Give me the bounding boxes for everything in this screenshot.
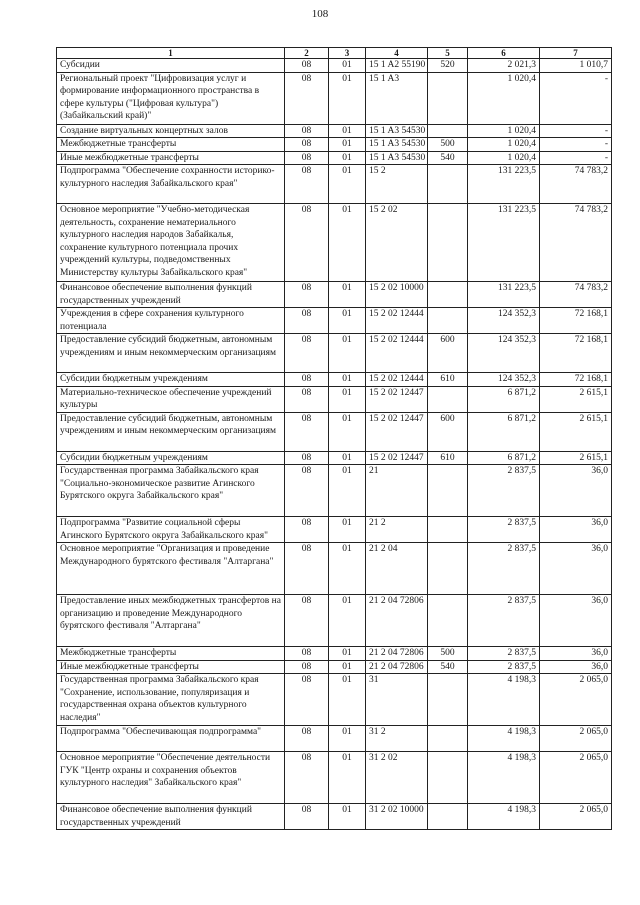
table-row	[57, 647, 612, 661]
cell-name: Субсидии	[57, 59, 285, 73]
cell-amount-1: 6 871,2	[468, 451, 540, 465]
cell-amount-1: 2 837,5	[468, 543, 540, 595]
cell-expense-type: 610	[428, 451, 468, 465]
cell-target-article: 15 1 A2 55190	[366, 59, 428, 73]
cell-name: Региональный проект "Цифровизация услуг и формирование информационного пространства в сфере культуры ("Цифровая культура") (Забайкальский край)"	[57, 72, 285, 124]
cell-target-article: 21	[366, 465, 428, 517]
cell-subsection: 01	[329, 412, 366, 451]
cell-amount-2: 2 615,1	[540, 451, 612, 465]
cell-amount-1: 1 020,4	[468, 138, 540, 152]
cell-subsection: 01	[329, 647, 366, 661]
table-row	[57, 804, 612, 830]
cell-amount-2: 2 065,0	[540, 804, 612, 830]
cell-name: Предоставление субсидий бюджетным, автономным учреждениям и иным некоммерческим организациям	[57, 334, 285, 373]
cell-expense-type	[428, 204, 468, 282]
cell-name: Финансовое обеспечение выполнения функций государственных учреждений	[57, 282, 285, 308]
table-row	[57, 165, 612, 204]
header-col-2: 2	[285, 48, 329, 59]
cell-amount-2: 72 168,1	[540, 373, 612, 387]
cell-expense-type	[428, 465, 468, 517]
cell-target-article: 21 2 04 72806	[366, 595, 428, 647]
cell-subsection: 01	[329, 151, 366, 165]
cell-section: 08	[285, 334, 329, 373]
cell-expense-type	[428, 124, 468, 138]
table-row	[57, 451, 612, 465]
cell-subsection: 01	[329, 517, 366, 543]
cell-section: 08	[285, 165, 329, 204]
cell-name: Основное мероприятие "Обеспечение деятельности ГУК "Центр охраны и сохранения объектов культурного наследия" Забайкальского края"	[57, 752, 285, 804]
cell-section: 08	[285, 517, 329, 543]
cell-target-article: 31 2 02	[366, 752, 428, 804]
cell-amount-2: 36,0	[540, 543, 612, 595]
cell-amount-2: 72 168,1	[540, 334, 612, 373]
cell-expense-type	[428, 674, 468, 726]
table-row	[57, 386, 612, 412]
cell-amount-1: 1 020,4	[468, 124, 540, 138]
cell-amount-2: 2 615,1	[540, 386, 612, 412]
header-row	[57, 48, 612, 59]
cell-amount-1: 6 871,2	[468, 412, 540, 451]
table-row	[57, 595, 612, 647]
cell-target-article: 21 2 04	[366, 543, 428, 595]
cell-name: Предоставление субсидий бюджетным, автономным учреждениям и иным некоммерческим организациям	[57, 412, 285, 451]
cell-section: 08	[285, 660, 329, 674]
header-col-1: 1	[57, 48, 285, 59]
cell-expense-type	[428, 752, 468, 804]
cell-subsection: 01	[329, 465, 366, 517]
cell-amount-1: 1 020,4	[468, 72, 540, 124]
table-row	[57, 543, 612, 595]
table-row	[57, 465, 612, 517]
cell-amount-2: 36,0	[540, 660, 612, 674]
cell-target-article: 15 2 02 12444	[366, 308, 428, 334]
cell-name: Основное мероприятие "Учебно-методическая деятельность, сохранение нематериального культурного наследия народов Забайкалья, сохранение культурного потенциала прочих учреждений культуры, подведомственных Министерству культуры Забайкальского края"	[57, 204, 285, 282]
cell-target-article: 21 2 04 72806	[366, 647, 428, 661]
cell-target-article: 31	[366, 674, 428, 726]
cell-subsection: 01	[329, 726, 366, 752]
cell-section: 08	[285, 451, 329, 465]
cell-subsection: 01	[329, 282, 366, 308]
cell-target-article: 15 2 02 12444	[366, 373, 428, 387]
cell-expense-type	[428, 72, 468, 124]
cell-section: 08	[285, 595, 329, 647]
cell-subsection: 01	[329, 386, 366, 412]
cell-amount-2: -	[540, 124, 612, 138]
cell-name: Государственная программа Забайкальского края "Сохранение, использование, популяризация и государственная охрана объектов культурного наследия"	[57, 674, 285, 726]
table-row	[57, 72, 612, 124]
cell-name: Иные межбюджетные трансферты	[57, 660, 285, 674]
cell-expense-type	[428, 726, 468, 752]
cell-name: Субсидии бюджетным учреждениям	[57, 451, 285, 465]
table-row	[57, 674, 612, 726]
cell-amount-1: 2 837,5	[468, 595, 540, 647]
page-number: 108	[311, 8, 329, 20]
cell-amount-1: 131 223,5	[468, 282, 540, 308]
cell-expense-type	[428, 595, 468, 647]
cell-target-article: 31 2	[366, 726, 428, 752]
cell-subsection: 01	[329, 804, 366, 830]
table-row	[57, 282, 612, 308]
cell-amount-2: 36,0	[540, 595, 612, 647]
cell-expense-type: 600	[428, 412, 468, 451]
cell-target-article: 15 2 02 12444	[366, 334, 428, 373]
cell-subsection: 01	[329, 752, 366, 804]
cell-expense-type: 540	[428, 660, 468, 674]
cell-subsection: 01	[329, 674, 366, 726]
cell-amount-1: 4 198,3	[468, 804, 540, 830]
cell-amount-1: 4 198,3	[468, 726, 540, 752]
cell-section: 08	[285, 138, 329, 152]
cell-target-article: 15 2 02 12447	[366, 412, 428, 451]
cell-target-article: 15 2 02 12447	[366, 386, 428, 412]
cell-name: Межбюджетные трансферты	[57, 138, 285, 152]
cell-subsection: 01	[329, 373, 366, 387]
cell-subsection: 01	[329, 72, 366, 124]
cell-amount-1: 2 837,5	[468, 517, 540, 543]
cell-target-article: 15 1 A3 54530	[366, 138, 428, 152]
cell-target-article: 15 2 02 12447	[366, 451, 428, 465]
cell-amount-2: 2 065,0	[540, 752, 612, 804]
cell-section: 08	[285, 124, 329, 138]
table-row	[57, 752, 612, 804]
cell-section: 08	[285, 647, 329, 661]
cell-section: 08	[285, 72, 329, 124]
cell-subsection: 01	[329, 595, 366, 647]
cell-amount-1: 4 198,3	[468, 674, 540, 726]
cell-name: Иные межбюджетные трансферты	[57, 151, 285, 165]
cell-target-article: 15 2 02 10000	[366, 282, 428, 308]
cell-target-article: 15 1 A3	[366, 72, 428, 124]
cell-amount-2: 2 615,1	[540, 412, 612, 451]
cell-amount-1: 124 352,3	[468, 334, 540, 373]
cell-name: Основное мероприятие "Организация и проведение Международного бурятского фестиваля "Алтаргана"	[57, 543, 285, 595]
cell-amount-1: 131 223,5	[468, 204, 540, 282]
cell-name: Подпрограмма "Обеспечивающая подпрограмма"	[57, 726, 285, 752]
cell-amount-2: 36,0	[540, 465, 612, 517]
table-row	[57, 138, 612, 152]
cell-subsection: 01	[329, 334, 366, 373]
table-row	[57, 334, 612, 373]
cell-name: Подпрограмма "Обеспечение сохранности историко-культурного наследия Забайкальского края"	[57, 165, 285, 204]
cell-subsection: 01	[329, 451, 366, 465]
cell-expense-type: 500	[428, 138, 468, 152]
cell-amount-2: 1 010,7	[540, 59, 612, 73]
cell-expense-type: 610	[428, 373, 468, 387]
cell-subsection: 01	[329, 59, 366, 73]
cell-target-article: 15 2	[366, 165, 428, 204]
cell-section: 08	[285, 804, 329, 830]
cell-subsection: 01	[329, 204, 366, 282]
header-col-7: 7	[540, 48, 612, 59]
cell-amount-2: 74 783,2	[540, 282, 612, 308]
cell-target-article: 15 1 A3 54530	[366, 124, 428, 138]
cell-target-article: 31 2 02 10000	[366, 804, 428, 830]
cell-section: 08	[285, 59, 329, 73]
table-row	[57, 660, 612, 674]
cell-subsection: 01	[329, 543, 366, 595]
cell-target-article: 15 2 02	[366, 204, 428, 282]
cell-name: Подпрограмма "Развитие социальной сферы Агинского Бурятского округа Забайкальского края"	[57, 517, 285, 543]
cell-amount-2: -	[540, 138, 612, 152]
cell-section: 08	[285, 543, 329, 595]
cell-name: Государственная программа Забайкальского края "Социально-экономическое развитие Агинского Бурятского округа Забайкальского края"	[57, 465, 285, 517]
cell-name: Материально-техническое обеспечение учреждений культуры	[57, 386, 285, 412]
cell-amount-1: 124 352,3	[468, 308, 540, 334]
cell-section: 08	[285, 465, 329, 517]
cell-amount-2: 72 168,1	[540, 308, 612, 334]
cell-expense-type: 520	[428, 59, 468, 73]
cell-expense-type	[428, 282, 468, 308]
cell-amount-2: 2 065,0	[540, 726, 612, 752]
cell-amount-1: 2 837,5	[468, 647, 540, 661]
cell-name: Учреждения в сфере сохранения культурного потенциала	[57, 308, 285, 334]
cell-amount-1: 6 871,2	[468, 386, 540, 412]
cell-subsection: 01	[329, 660, 366, 674]
cell-amount-2: 74 783,2	[540, 204, 612, 282]
header-col-5: 5	[428, 48, 468, 59]
cell-section: 08	[285, 752, 329, 804]
cell-amount-1: 2 837,5	[468, 465, 540, 517]
cell-name: Финансовое обеспечение выполнения функций государственных учреждений	[57, 804, 285, 830]
table-row	[57, 412, 612, 451]
cell-amount-2: 36,0	[540, 517, 612, 543]
cell-amount-2: 2 065,0	[540, 674, 612, 726]
cell-name: Создание виртуальных концертных залов	[57, 124, 285, 138]
cell-expense-type	[428, 804, 468, 830]
cell-name: Межбюджетные трансферты	[57, 647, 285, 661]
cell-expense-type: 540	[428, 151, 468, 165]
cell-subsection: 01	[329, 165, 366, 204]
cell-amount-1: 2 837,5	[468, 660, 540, 674]
cell-expense-type	[428, 543, 468, 595]
cell-expense-type: 600	[428, 334, 468, 373]
table-row	[57, 204, 612, 282]
cell-section: 08	[285, 151, 329, 165]
table-row	[57, 517, 612, 543]
cell-target-article: 15 1 A3 54530	[366, 151, 428, 165]
cell-amount-1: 4 198,3	[468, 752, 540, 804]
cell-expense-type	[428, 517, 468, 543]
table-row	[57, 59, 612, 73]
table-row	[57, 373, 612, 387]
header-col-4: 4	[366, 48, 428, 59]
cell-expense-type	[428, 308, 468, 334]
cell-section: 08	[285, 204, 329, 282]
cell-amount-1: 2 021,3	[468, 59, 540, 73]
cell-amount-1: 1 020,4	[468, 151, 540, 165]
table-row	[57, 308, 612, 334]
cell-amount-1: 124 352,3	[468, 373, 540, 387]
cell-amount-2: -	[540, 151, 612, 165]
cell-expense-type: 500	[428, 647, 468, 661]
cell-subsection: 01	[329, 124, 366, 138]
cell-section: 08	[285, 308, 329, 334]
cell-section: 08	[285, 726, 329, 752]
cell-target-article: 21 2 04 72806	[366, 660, 428, 674]
table-row	[57, 726, 612, 752]
header-col-3: 3	[329, 48, 366, 59]
budget-table	[56, 47, 612, 830]
cell-amount-2: 36,0	[540, 647, 612, 661]
cell-section: 08	[285, 282, 329, 308]
table-row	[57, 151, 612, 165]
cell-section: 08	[285, 674, 329, 726]
header-col-6: 6	[468, 48, 540, 59]
cell-name: Предоставление иных межбюджетных трансфертов на организацию и проведение Международного бурятского фестиваля "Алтаргана"	[57, 595, 285, 647]
cell-target-article: 21 2	[366, 517, 428, 543]
cell-subsection: 01	[329, 138, 366, 152]
cell-expense-type	[428, 386, 468, 412]
cell-name: Субсидии бюджетным учреждениям	[57, 373, 285, 387]
cell-amount-2: -	[540, 72, 612, 124]
cell-amount-2: 74 783,2	[540, 165, 612, 204]
cell-section: 08	[285, 412, 329, 451]
cell-subsection: 01	[329, 308, 366, 334]
cell-expense-type	[428, 165, 468, 204]
table-row	[57, 124, 612, 138]
cell-section: 08	[285, 373, 329, 387]
cell-section: 08	[285, 386, 329, 412]
cell-amount-1: 131 223,5	[468, 165, 540, 204]
